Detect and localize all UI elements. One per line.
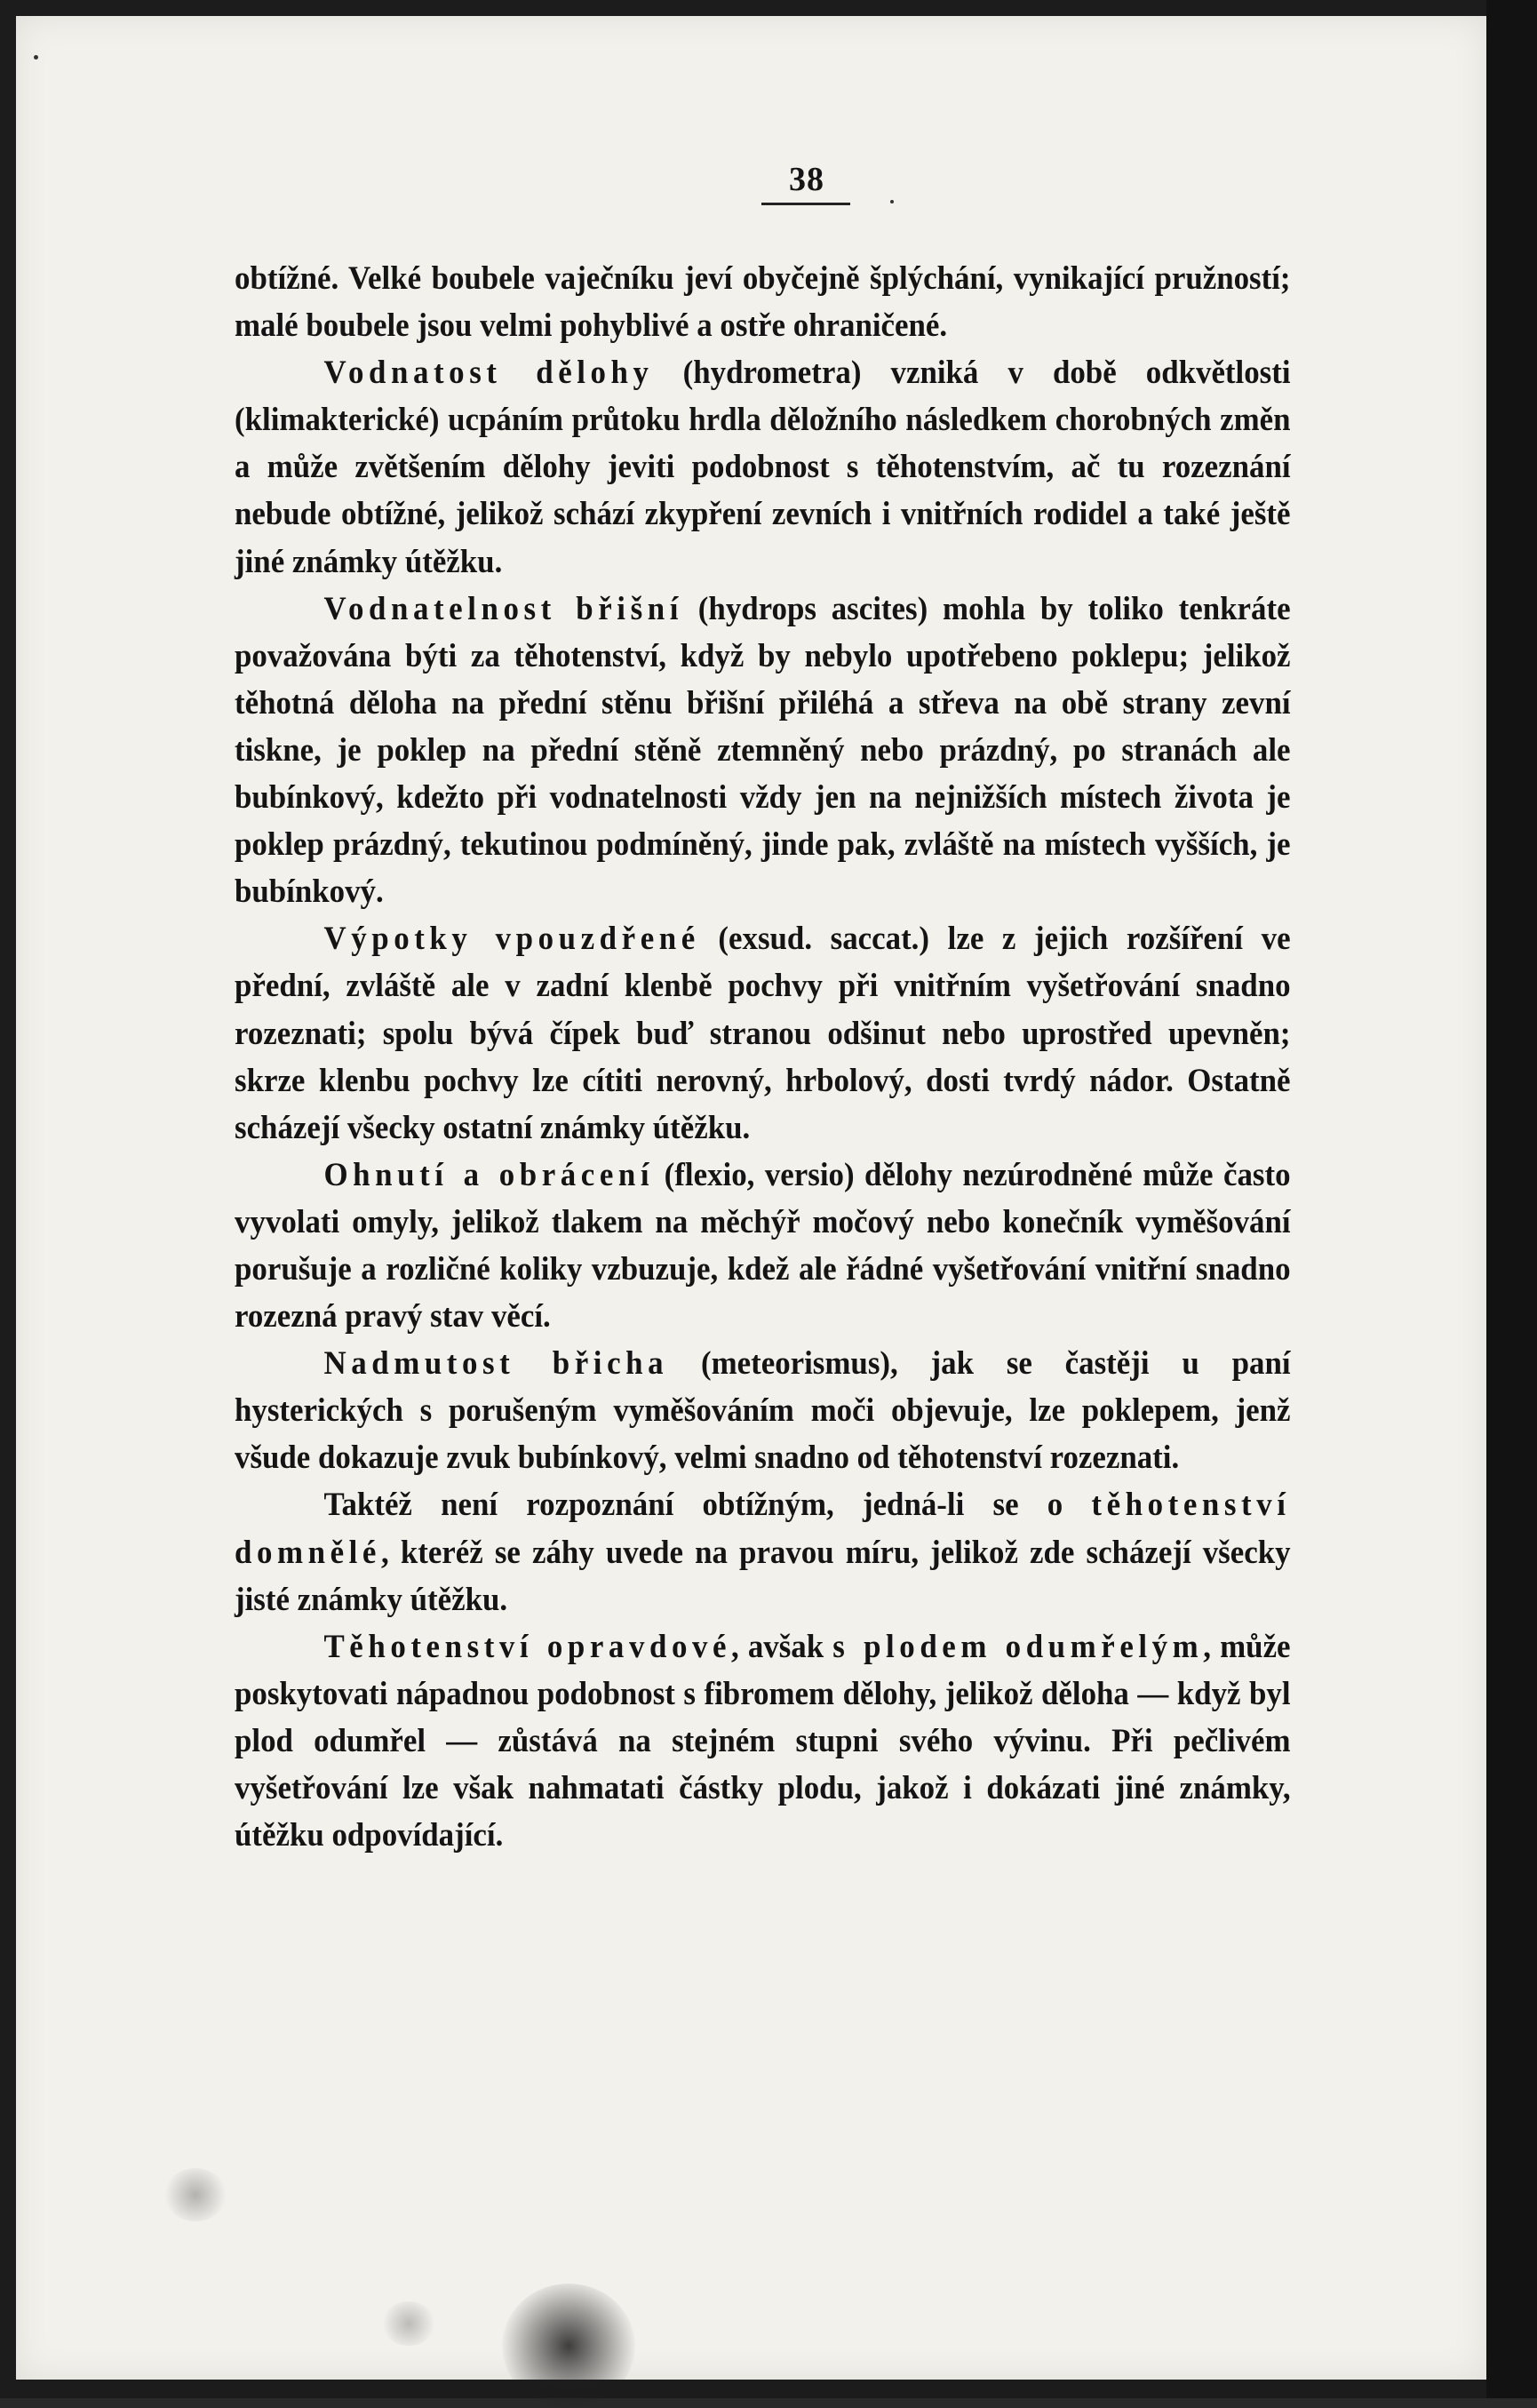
paragraph-text: , avšak [731, 1628, 833, 1665]
page-number-rule [761, 203, 850, 205]
ink-smudge [382, 2301, 435, 2346]
dust-speck [34, 55, 38, 60]
paragraph [235, 915, 1291, 1151]
paragraph-text: Taktéž není rozpoznání obtížným, jedná-li se o [323, 1487, 1092, 1524]
dust-speck [890, 200, 894, 203]
paragraph [235, 1340, 1291, 1481]
spaced-term: Výpotky vpouzdřené [323, 921, 700, 958]
paragraph-text: , kteréž se záhy uvede na pravou míru, jelikož zde scházejí všecky jisté známky útěžku. [235, 1534, 1291, 1618]
paragraph [235, 255, 1291, 349]
paragraph-text: obtížné. Velké boubele vaječníku jeví obyčejně šplýchání, vynikající pružností; malé boubele jsou velmi pohyblivé a ostře ohraničené. [235, 260, 1291, 345]
paragraph-text: (hydrometra) vzniká v době odkvětlosti (klimakterické) ucpáním průtoku hrdla děložního následkem chorobných změn a může zvětšením dělohy jeviti podobnost s těhotenstvím, ač tu rozeznání nebude obtížné, jelikož schází zkypření zevních i vnitřních rodidel a také ještě jiné známky útěžku. [235, 355, 1291, 580]
spaced-term: Těhotenství opravdové [323, 1628, 732, 1665]
spaced-term: Ohnutí a obrácení [323, 1156, 655, 1193]
scan-edge [1486, 0, 1537, 2398]
paragraph-text: , může poskytovati nápadnou podobnost s fibromem dělohy, jelikož děloha — když byl plod odumřel — zůstává na stejném stupni svého vývinu. Při pečlivém vyšetřování lze však nahmatati částky plodu, jakož i dokázati jiné známky, útěžku odpovídající. [235, 1628, 1291, 1854]
spaced-term: těhotenství domnělé [235, 1487, 1291, 1571]
paragraph-text: (flexio, versio) dělohy nezúrodněné může často vyvolati omyly, jelikož tlakem na měchýř močový nebo konečník vyměšování porušuje a rozličné koliky vzbuzuje, kdež ale řádné vyšetřování vnitřní snadno rozezná pravý stav věcí. [235, 1156, 1291, 1336]
paragraph [235, 1481, 1291, 1623]
paragraph-text: (exsud. saccat.) lze z jejich rozšíření ve přední, zvláště ale v zadní klenbě pochvy při vnitřním vyšetřování snadno rozeznati; spolu bývá čípek buď stranou odšinut nebo uprostřed upevněn; skrze klenbu pochvy lze cítiti nerovný, hrbolový, dosti tvrdý nádor. Ostatně scházejí všecky ostatní známky útěžku. [235, 921, 1291, 1146]
paragraph-text: (meteorismus), jak se častěji u paní hysterických s porušeným vyměšováním moči objevuje, lze poklepem, jenž všude dokazuje zvuk bubínkový, velmi snadno od těhotenství rozeznati. [235, 1345, 1291, 1477]
paragraph [235, 1152, 1291, 1340]
ink-smudge [164, 2168, 227, 2221]
paragraph [235, 349, 1291, 585]
ink-smudge [502, 2284, 635, 2408]
paragraph [235, 1623, 1291, 1859]
body-text [235, 255, 1291, 1859]
spaced-term: s plodem odumřelým [832, 1628, 1204, 1665]
paragraph-text: (hydrops ascites) mohla by toliko tenkráte považována býti za těhotenství, když by nebylo upotřebeno poklepu; jelikož těhotná děloha na přední stěnu břišní přiléhá a střeva na obě strany zevní tiskne, je poklep na přední stěně ztemněný nebo prázdný, po stranách ale bubínkový, kdežto při vodnatelnosti vždy jen na nejnižších místech života je poklep prázdný, tekutinou podmíněný, jinde pak, zvláště na místech vyšších, je bubínkový. [235, 590, 1291, 911]
spaced-term: Nadmutost břicha [323, 1345, 669, 1383]
spaced-term: Vodnatost dělohy [323, 355, 654, 392]
spaced-term: Vodnatelnost břišní [323, 590, 683, 627]
page-number: 38 [789, 161, 824, 198]
paragraph [235, 586, 1291, 916]
